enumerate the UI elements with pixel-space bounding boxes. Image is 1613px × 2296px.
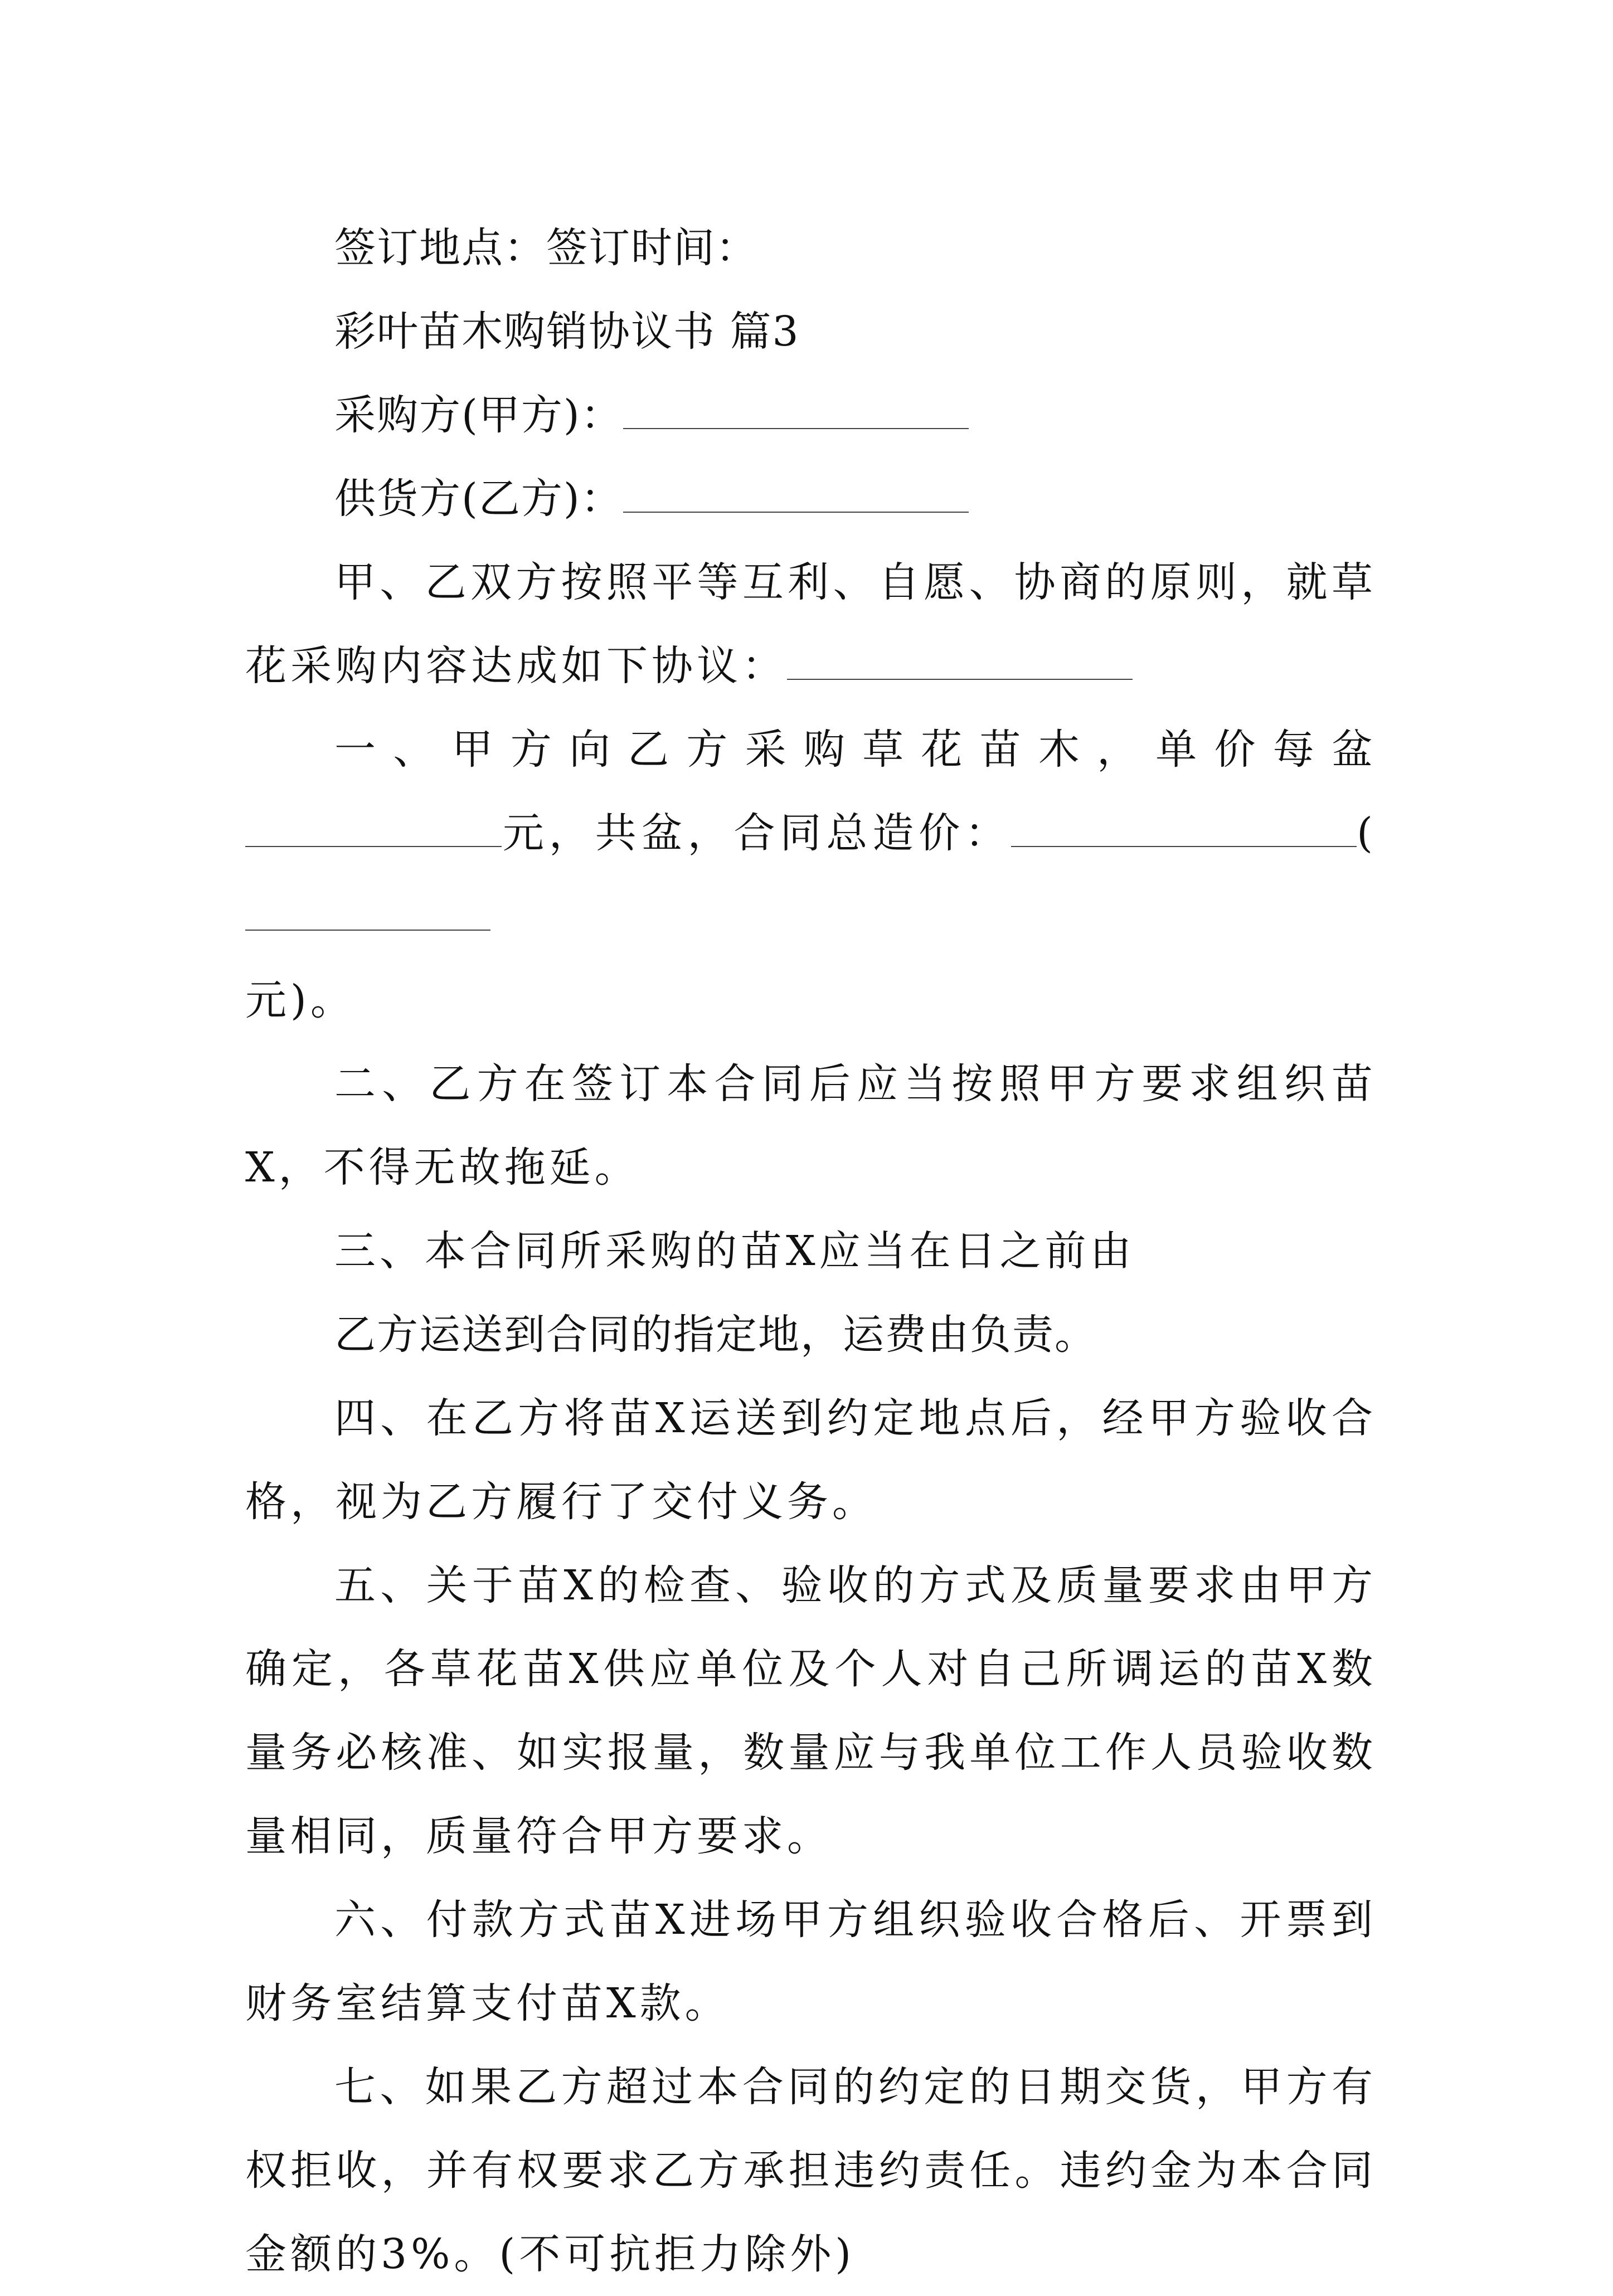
clause-3b: 乙方运送到合同的指定地，运费由负责。 (334, 1311, 1097, 1359)
clause-1-text-b: 元，共盆，合同总造价： (502, 809, 1012, 857)
document-body (245, 206, 1377, 2296)
clause-3a: 三、本合同所采购的苗X应当在日之前由 (334, 1227, 1135, 1275)
total-price-blank (1011, 813, 1357, 847)
clause-1-text-c: ( (1357, 809, 1377, 857)
party-b-label: 供货方(乙方)： (334, 475, 623, 523)
clause-1 (245, 708, 1377, 1042)
party-b-blank (623, 478, 969, 513)
party-a-blank (623, 395, 969, 429)
intro-blank (787, 645, 1133, 680)
party-b-line (245, 457, 1377, 541)
party-a-line (245, 373, 1377, 457)
clause-1-text-d: 元)。 (245, 976, 356, 1024)
clause-1-text-a: 一、甲方向乙方采购草花苗木，单价每盆 (334, 726, 1377, 774)
document-heading: 彩叶苗木购销协议书 篇3 (334, 308, 800, 356)
unit-price-blank (245, 813, 502, 847)
clause-7: 七、如果乙方超过本合同的约定的日期交货，甲方有权拒收，并有权要求乙方承担违约责任。违约金为本合同金额的3%。(不可抗拒力除外) (245, 2063, 1377, 2278)
total-price-words-blank (245, 896, 490, 931)
clause-2: 二、乙方在签订本合同后应当按照甲方要求组织苗X，不得无故拖延。 (245, 1060, 1377, 1191)
party-a-label: 采购方(甲方)： (334, 391, 623, 439)
sign-place-time: 签订地点：签订时间： (334, 224, 758, 272)
clause-5: 五、关于苗X的检查、验收的方式及质量要求由甲方确定，各草花苗X供应单位及个人对自己所调运的苗X数量务必核准、如实报量，数量应与我单位工作人员验收数量相同，质量符合甲方要求。 (245, 1562, 1377, 1860)
intro-paragraph (245, 541, 1377, 708)
intro-text: 甲、乙双方按照平等互利、自愿、协商的原则，就草花采购内容达成如下协议： (245, 558, 1377, 690)
clause-6: 六、付款方式苗X进场甲方组织验收合格后、开票到财务室结算支付苗X款。 (245, 1896, 1377, 2027)
clause-4: 四、在乙方将苗X运送到约定地点后，经甲方验收合格，视为乙方履行了交付义务。 (245, 1394, 1377, 1526)
